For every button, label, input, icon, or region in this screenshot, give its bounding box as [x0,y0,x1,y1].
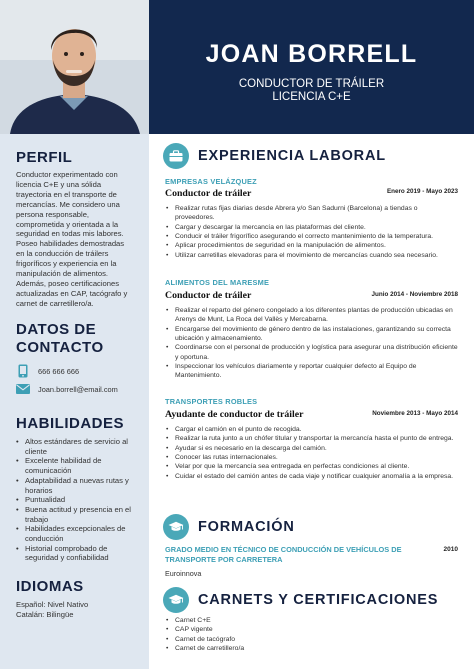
profile-photo [0,0,149,134]
job-role: Conductor de tráiler [165,290,252,301]
contact-heading-line2: CONTACTO [16,339,104,356]
email-address[interactable]: Joan.borrell@email.com [38,384,118,394]
education-heading: FORMACIÓN [198,519,295,535]
phone-icon [16,364,30,378]
graduation-cap-icon [163,514,189,540]
duty-item: • Ayudar si es necesario en la descarga del camión. [166,444,458,453]
job-dates: Enero 2019 - Mayo 2023 [386,188,458,195]
contact-email [16,382,118,396]
contact-heading-line1: DATOS DE [16,321,97,338]
language-item: Catalán: Bilingüe [16,609,74,619]
duty-item: • Cargar y descargar la mercancía en las plataformas del cliente. [166,223,458,232]
job-company: ALIMENTOS DEL MARESME [165,278,270,287]
duty-item: • Conducir el tráiler frigorífico asegurando el correcto mantenimiento de la temperatura. [166,232,458,241]
duty-item: • Cargar el camión en el punto de recogida. [166,425,458,434]
mail-icon [16,382,30,396]
license-item: • Carnet C+E [166,616,458,625]
duty-item: • Realizar el reparto del género congelado a los diferentes plantas de producción ubicadas en Arenys de Munt, La Roca del Vallès y Mercabarna. [166,306,458,325]
language-item: Español: Nivel Nativo [16,600,89,609]
briefcase-icon [163,143,189,169]
contact-heading [16,321,134,357]
duty-item: • Velar por que la mercancía sea entregada en perfectas condiciones al cliente. [166,462,458,471]
duty-item: • Realizar rutas fijas diarias desde Abrera y/o San Sadurni (Barcelona) a tiendas o proveedores. [166,204,458,223]
graduation-cap-icon [163,587,189,613]
duty-item: • Inspeccionar los vehículos diariamente y reportar cualquier defecto al Equipo de Mantenimiento. [166,362,458,381]
degree-year: 2010 [443,546,458,553]
skill-item: • Excelente habilidad de comunicación [16,456,134,475]
experience-heading: EXPERIENCIA LABORAL [198,148,386,164]
duty-item: • Encargarse del movimiento de género dentro de las instalaciones, garantizando su correcta ubicación y almacenamiento. [166,325,458,344]
license-item: • Carnet de carretillero/a [166,644,458,653]
job-duties [166,425,458,481]
duty-item: • Conocer las rutas internacionales. [166,453,458,462]
licenses-heading: CARNETS Y CERTIFICACIONES [198,592,439,608]
phone-number: 666 666 666 [38,366,80,376]
job-dates: Noviembre 2013 - Mayo 2014 [372,410,458,417]
job-company: TRANSPORTES ROBLES [165,397,258,406]
skill-item: • Buena actitud y presencia en el trabajo [16,505,134,524]
job-duties [166,204,458,260]
skill-item: • Altos estándares de servicio al cliente [16,437,134,456]
licenses-list [166,616,458,653]
job-company: EMPRESAS VELÁZQUEZ [165,177,257,186]
duty-item: • Coordinarse con el personal de producción y logística para asegurar una distribución eficiente y oportuna. [166,343,458,362]
job-dates: Junio 2014 - Noviembre 2018 [371,291,458,298]
skills-list [16,437,134,563]
header-banner [149,0,474,134]
license-item: • CAP vigente [166,625,458,634]
profile-text: Conductor experimentado con licencia C+E y una sólida trayectoria en el transporte de mercancías. Me considero una persona responsable, comprometida y orientada a la seguridad en todas mis labores. Poseo habilidades demostradas en la conducción de tráilers frigoríficos y experiencia en la manipulación de alimentos. Además, poseo certificaciones actualizadas en CAP, tacógrafo y carnet de carretillero/a. [16,170,128,308]
contact-phone [16,364,79,378]
skill-item: • Adaptabilidad a nuevas rutas y horarios [16,476,134,495]
job-role: Ayudante de conductor de tráiler [165,409,304,420]
duty-item: • Utilizar carretillas elevadoras para el movimiento de mercancías cuando sea necesario. [166,251,458,260]
job-title: CONDUCTOR DE TRÁILER [238,78,385,90]
languages-heading: IDIOMAS [16,578,84,595]
job-duties [166,306,458,381]
school-name: Euroinnova [165,569,202,578]
skills-heading: HABILIDADES [16,415,125,432]
candidate-name: JOAN BORRELL [205,40,418,68]
degree-title: GRADO MEDIO EN TÉCNICO DE CONDUCCIÓN DE VEHÍCULOS DE TRANSPORTE POR CARRETERA [165,545,402,564]
duty-item: • Cuidar el estado del camión antes de cada viaje y notificar cualquier anomalía a la empresa. [166,472,458,481]
skill-item: • Historial comprobado de seguridad y confiabilidad [16,544,134,563]
license-item: • Carnet de tacógrafo [166,635,458,644]
license-subtitle: LICENCIA C+E [272,91,351,103]
job-role: Conductor de tráiler [165,188,252,199]
profile-heading: PERFIL [16,149,73,166]
skill-item: • Puntualidad [16,495,134,505]
skill-item: • Habilidades excepcionales de conducción [16,524,134,543]
languages-list [16,600,134,620]
duty-item: • Realizar la ruta junto a un chófer titular y transportar la mercancía hasta el punto de entrega. [166,434,458,443]
duty-item: • Aplicar procedimientos de seguridad en la manipulación de alimentos. [166,241,458,250]
